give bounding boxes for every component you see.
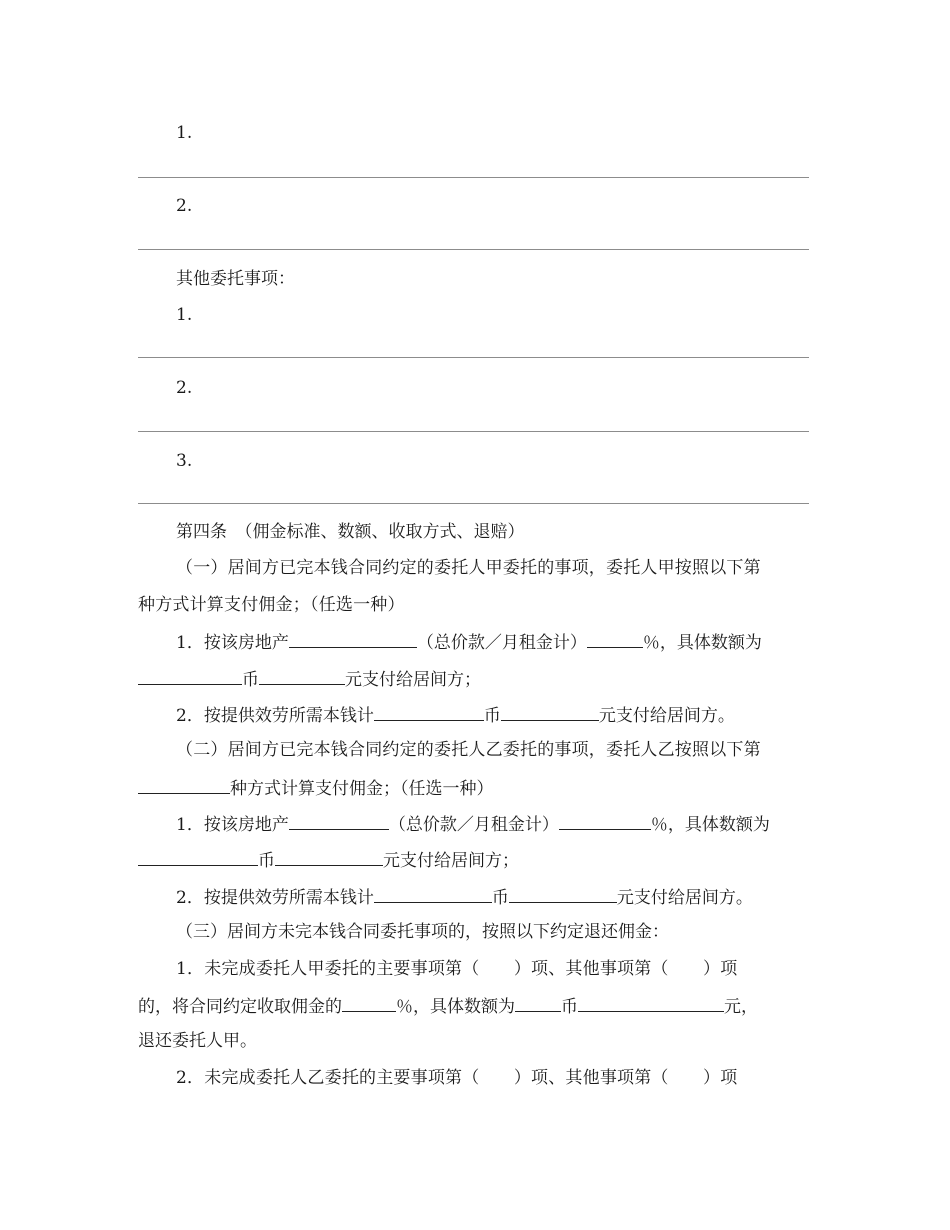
text: 元，: [724, 997, 758, 1017]
article-4-title: 第四条 （佣金标准、数额、收取方式、退赔）: [176, 522, 525, 542]
text: 币: [483, 706, 501, 726]
blank: [138, 776, 230, 794]
text: 币: [561, 997, 578, 1017]
blank: [138, 667, 242, 685]
clause-2-option-1-cont: [138, 848, 519, 872]
other-items-heading: 其他委托事项：: [176, 269, 295, 289]
blank: [509, 885, 617, 903]
text: 币: [242, 670, 259, 690]
text: 元支付给居间方。: [616, 888, 753, 908]
clause-3-option-2: 2．未完成委托人乙委托的主要事项第（ ）项、其他事项第（ ）项: [176, 1068, 738, 1088]
fill-line: [138, 503, 809, 504]
clause-2-option-1: [176, 812, 770, 836]
clause-2-line-1: （二）居间方已完本钱合同约定的委托人乙委托的事项，委托人乙按照以下第: [176, 740, 761, 760]
clause-2-line-2: [138, 776, 494, 800]
blank: [578, 994, 724, 1012]
text: 元支付给居间方；: [383, 851, 519, 871]
other-item-2: 2.: [176, 378, 193, 398]
clause-1-option-1: [176, 630, 762, 654]
text: 的，将合同约定收取佣金的: [138, 997, 342, 1017]
clause-3-option-1-end: 退还委托人甲。: [138, 1031, 257, 1051]
fill-line: [138, 249, 809, 250]
clause-3-line-1: （三）居间方未完本钱合同委托事项的，按照以下约定退还佣金：: [176, 922, 669, 942]
text: 种方式计算支付佣金；（任选一种）: [230, 779, 494, 799]
blank: [374, 885, 492, 903]
clause-3-option-1-cont: [138, 994, 758, 1018]
clause-2-option-2: [176, 885, 753, 909]
blank: [289, 812, 389, 830]
text: ％，具体数额为: [396, 997, 515, 1017]
text: 2．按提供效劳所需本钱计: [176, 706, 374, 726]
text: （总价款／月租金计）: [388, 815, 559, 835]
blank: [515, 994, 561, 1012]
main-item-2: 2.: [176, 196, 193, 216]
clause-1-line-1: （一）居间方已完本钱合同约定的委托人甲委托的事项，委托人甲按照以下第: [176, 558, 761, 578]
text: ％，具体数额为: [650, 815, 770, 835]
blank: [289, 630, 417, 648]
blank: [259, 667, 345, 685]
text: ％，具体数额为: [642, 633, 762, 653]
fill-line: [138, 357, 809, 358]
blank: [587, 630, 643, 648]
fill-line: [138, 177, 809, 178]
text: 元支付给居间方。: [598, 706, 735, 726]
text: 1．按该房地产: [176, 815, 289, 835]
text: 2．按提供效劳所需本钱计: [176, 888, 374, 908]
other-item-1: 1.: [176, 305, 193, 325]
clause-1-line-2: 种方式计算支付佣金；（任选一种）: [138, 595, 405, 615]
clause-3-option-1: 1．未完成委托人甲委托的主要事项第（ ）项、其他事项第（ ）项: [176, 959, 738, 979]
blank: [138, 848, 258, 866]
blank: [501, 703, 599, 721]
blank: [342, 994, 396, 1012]
other-item-3: 3.: [176, 451, 193, 471]
blank: [559, 812, 651, 830]
blank: [275, 848, 383, 866]
text: 币: [258, 851, 275, 871]
text: （总价款／月租金计）: [416, 633, 587, 653]
clause-1-option-1-cont: [138, 667, 481, 691]
text: 1．按该房地产: [176, 633, 289, 653]
text: 币: [491, 888, 509, 908]
text: 元支付给居间方；: [345, 670, 481, 690]
clause-1-option-2: [176, 703, 735, 727]
blank: [374, 703, 484, 721]
fill-line: [138, 431, 809, 432]
main-item-1: 1.: [176, 123, 193, 143]
